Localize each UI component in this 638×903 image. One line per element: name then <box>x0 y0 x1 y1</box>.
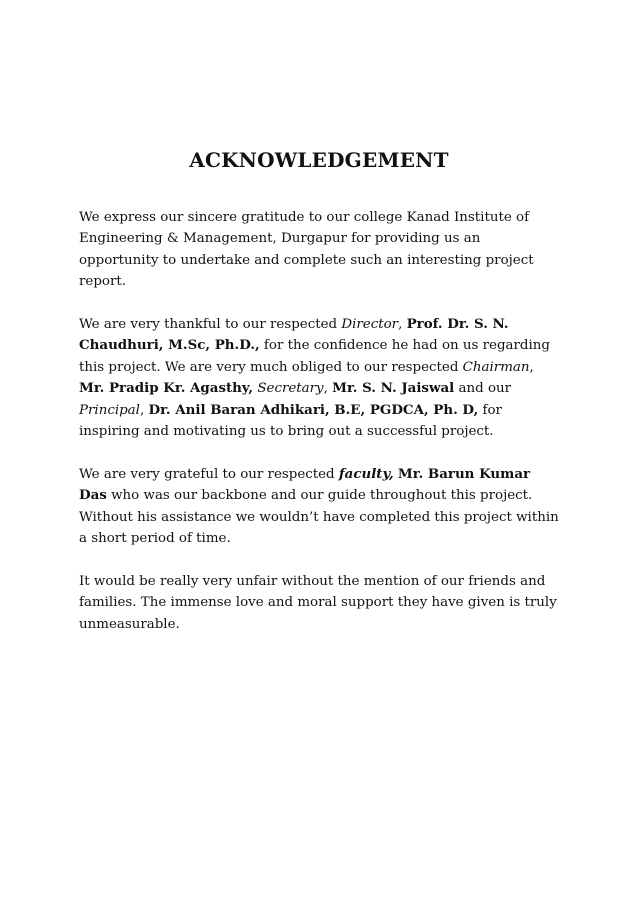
name-director-cont: Chaudhuri, M.Sc, Ph.D., <box>79 337 260 354</box>
role-faculty: faculty, <box>338 465 394 482</box>
paragraph-line <box>79 314 549 335</box>
role-secretary: Secretary <box>257 381 324 397</box>
paragraph-line <box>79 335 549 356</box>
paragraph-gratitude <box>79 207 549 293</box>
text-run: for the confidence he had on us regarding <box>259 338 550 354</box>
role-principal: Principal <box>79 402 140 418</box>
paragraph-thanks <box>79 314 549 442</box>
role-director: Director <box>341 317 399 333</box>
text-run: We are very grateful to our respected <box>79 466 339 482</box>
text-run: , <box>323 381 333 397</box>
name-faculty-cont: Das <box>79 487 107 504</box>
text-run: and our <box>454 381 512 397</box>
paragraph-line: unmeasurable. <box>79 616 180 632</box>
name-chairman: Mr. Pradip Kr. Agasthy, <box>79 380 254 397</box>
paragraph-line: Without his assistance we wouldn’t have completed this project within <box>79 509 559 525</box>
paragraph-line: inspiring and motivating us to bring out a successful project. <box>79 424 494 440</box>
paragraph-line: opportunity to undertake and complete such an interesting project <box>79 252 534 268</box>
text-run: , <box>139 402 149 418</box>
role-chairman: Chairman <box>462 359 530 375</box>
text-run: We are very thankful to our respected <box>79 317 342 333</box>
page-title: ACKNOWLEDGEMENT <box>189 148 449 172</box>
text-run: , <box>398 317 407 333</box>
name-faculty: Mr. Barun Kumar <box>397 465 531 482</box>
paragraph-line: a short period of time. <box>79 531 231 547</box>
paragraph-line <box>79 485 549 506</box>
paragraph-line <box>79 378 549 399</box>
paragraph-family <box>79 571 557 635</box>
paragraph-line: report. <box>79 274 126 290</box>
paragraph-line: We express our sincere gratitude to our college Kanad Institute of <box>79 210 530 225</box>
name-director: Prof. Dr. S. N. <box>406 316 509 333</box>
paragraph-line: Engineering & Management, Durgapur for providing us an <box>79 231 481 247</box>
text-run: who was our backbone and our guide throughout this project. <box>106 488 533 504</box>
paragraph-line: families. The immense love and moral support they have given is truly <box>79 595 557 611</box>
text-run: for <box>478 402 502 418</box>
paragraph-line <box>79 357 549 378</box>
name-principal: Dr. Anil Baran Adhikari, B.E, PGDCA, Ph. D, <box>148 401 479 418</box>
paragraph-line <box>79 400 549 421</box>
paragraph-line: It would be really very unfair without the mention of our friends and <box>79 573 546 589</box>
document-body <box>79 207 559 656</box>
text-run: this project. We are very much obliged to our respected <box>79 359 463 375</box>
text-run: , <box>529 359 534 375</box>
paragraph-faculty <box>79 464 559 550</box>
name-secretary: Mr. S. N. Jaiswal <box>332 380 455 397</box>
paragraph-line <box>79 464 549 485</box>
